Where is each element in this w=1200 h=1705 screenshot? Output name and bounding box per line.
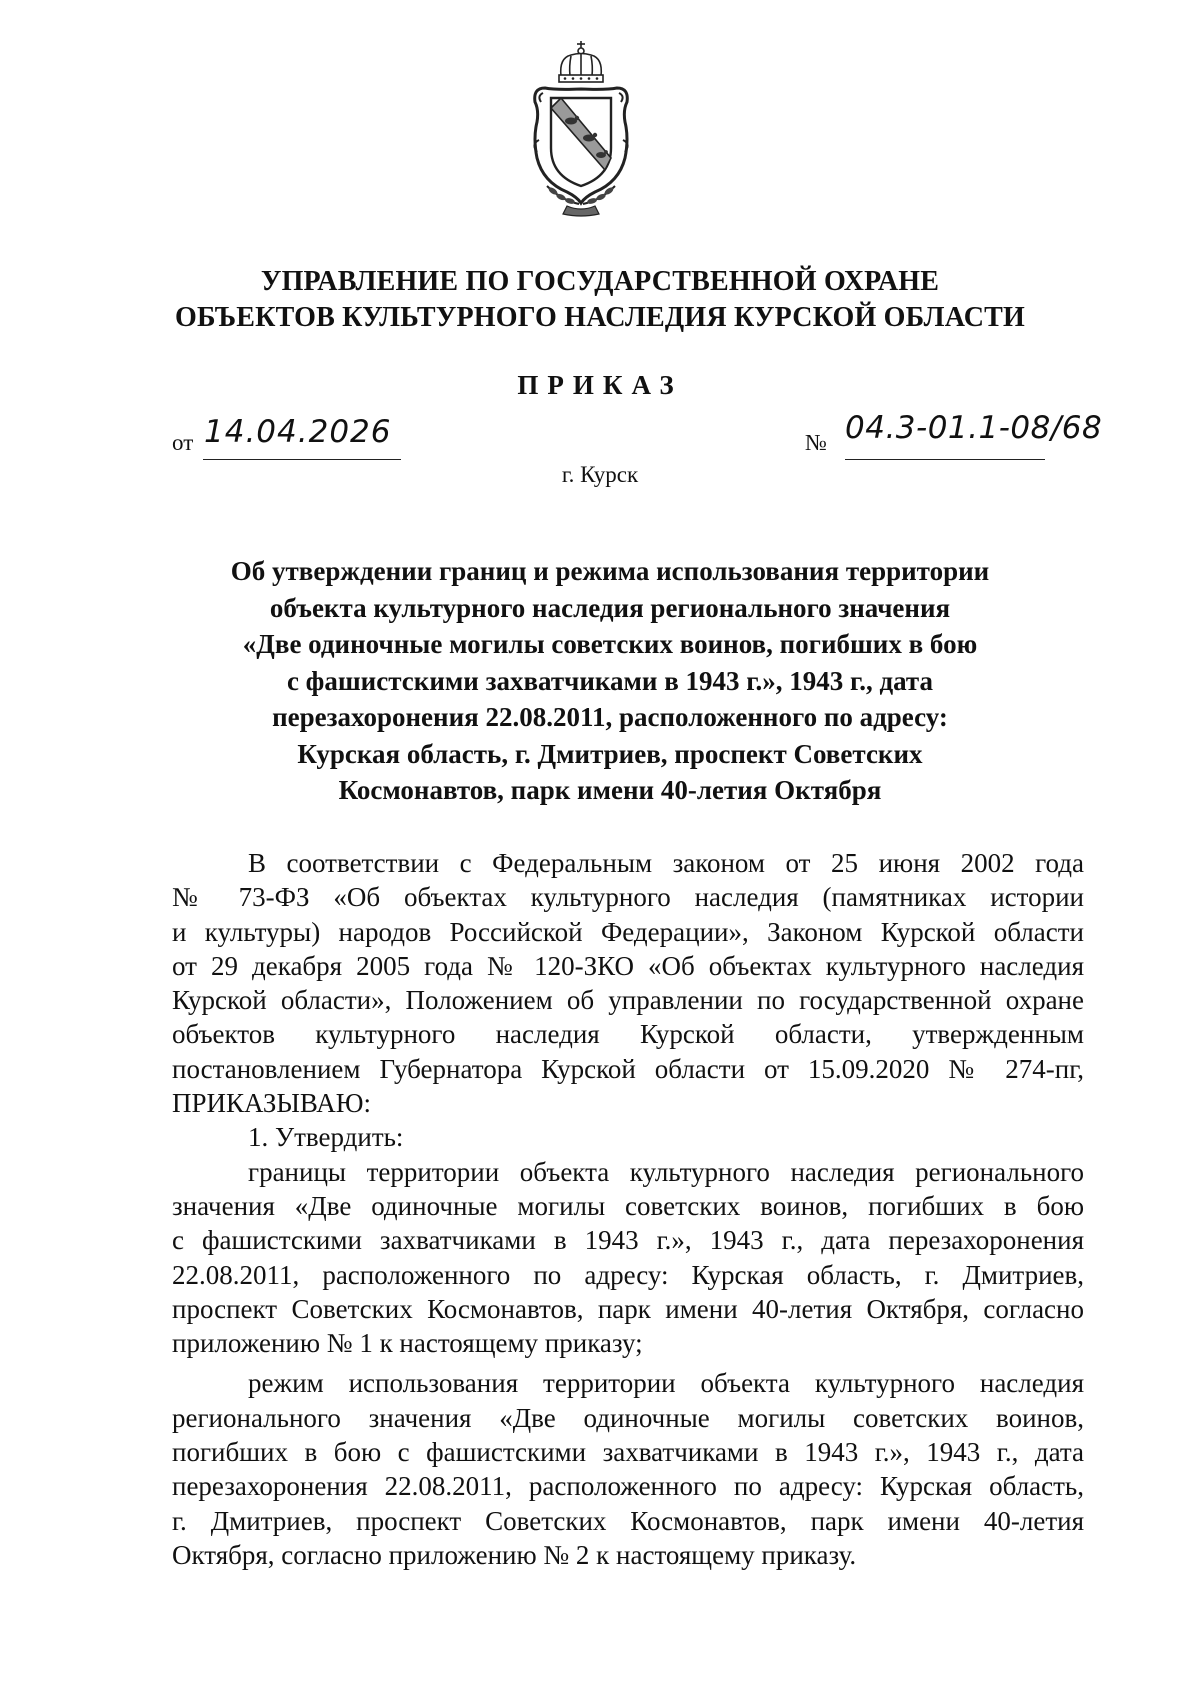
document-body: [172, 846, 1084, 1572]
body-line: Курской области», Положением об управлении по государственной охране: [172, 985, 1084, 1016]
number-underline: [845, 459, 1045, 460]
body-line: Октября, согласно приложению № 2 к настоящему приказу.: [172, 1539, 857, 1570]
body-line: режим использования территории объекта культурного наследия: [248, 1368, 1084, 1399]
body-line: проспект Советских Космонавтов, парк имени 40-летия Октября, согласно: [172, 1293, 1084, 1324]
title-line: «Две одиночные могилы советских воинов, погибших в бою: [242, 629, 978, 659]
org-name-line-2: ОБЪЕКТОВ КУЛЬТУРНОГО НАСЛЕДИЯ КУРСКОЙ ОБЛАСТИ: [174, 302, 1026, 333]
body-line: приложению № 1 к настоящему приказу;: [172, 1328, 643, 1359]
body-line: 22.08.2011, расположенного по адресу: Курская область, г. Дмитриев,: [172, 1259, 1084, 1290]
date-underline: [203, 459, 401, 460]
document-type: ПРИКАЗ: [517, 370, 683, 400]
body-line: регионального значения «Две одиночные могилы советских воинов,: [172, 1402, 1084, 1433]
body-line: значения «Две одиночные могилы советских воинов, погибших в бою: [172, 1190, 1084, 1221]
title-line: Космонавтов, парк имени 40-летия Октября: [338, 775, 882, 805]
body-line: с фашистскими захватчиками в 1943 г.», 1943 г., дата перезахоронения: [172, 1225, 1084, 1256]
title-line: объекта культурного наследия регионального значения: [269, 592, 951, 623]
body-line: 1. Утвердить:: [248, 1122, 404, 1153]
document-number: 04.3-01.1-08/68: [845, 410, 1103, 446]
date-label: от: [172, 430, 194, 455]
body-line: объектов культурного наследия Курской области, утвержденным: [172, 1019, 1084, 1050]
body-line: от 29 декабря 2005 года № 120-ЗКО «Об объектах культурного наследия: [172, 950, 1084, 981]
title-line: Курская область, г. Дмитриев, проспект Советских: [297, 738, 923, 769]
body-line: и культуры) народов Российской Федерации», Законом Курской области: [172, 916, 1084, 947]
city: г. Курск: [561, 462, 639, 487]
org-name-line-1: УПРАВЛЕНИЕ ПО ГОСУДАРСТВЕННОЙ ОХРАНЕ: [260, 266, 940, 297]
body-line: ПРИКАЗЫВАЮ:: [172, 1088, 371, 1119]
kursk-coat-of-arms-icon: [527, 40, 635, 218]
body-line: г. Дмитриев, проспект Советских Космонавтов, парк имени 40-летия: [172, 1505, 1084, 1536]
title-line: с фашистскими захватчиками в 1943 г.», 1943 г., дата: [286, 665, 934, 696]
number-label: №: [805, 430, 827, 455]
body-line: границы территории объекта культурного наследия регионального: [248, 1156, 1084, 1187]
body-line: № 73-ФЗ «Об объектах культурного наследия (памятниках истории: [172, 882, 1084, 913]
body-line: перезахоронения 22.08.2011, расположенного по адресу: Курская область,: [172, 1471, 1084, 1502]
body-line: постановлением Губернатора Курской области от 15.09.2020 № 274-пг,: [172, 1053, 1084, 1084]
title-line: Об утверждении границ и режима использования территории: [230, 556, 990, 586]
date-value: 14.04.2026: [204, 414, 392, 450]
title-line: перезахоронения 22.08.2011, расположенного по адресу:: [272, 702, 948, 732]
document-title: [160, 553, 1060, 809]
body-line: погибших в бою с фашистскими захватчиками в 1943 г.», 1943 г., дата: [172, 1437, 1084, 1468]
body-line: В соответствии с Федеральным законом от 25 июня 2002 года: [248, 848, 1084, 878]
